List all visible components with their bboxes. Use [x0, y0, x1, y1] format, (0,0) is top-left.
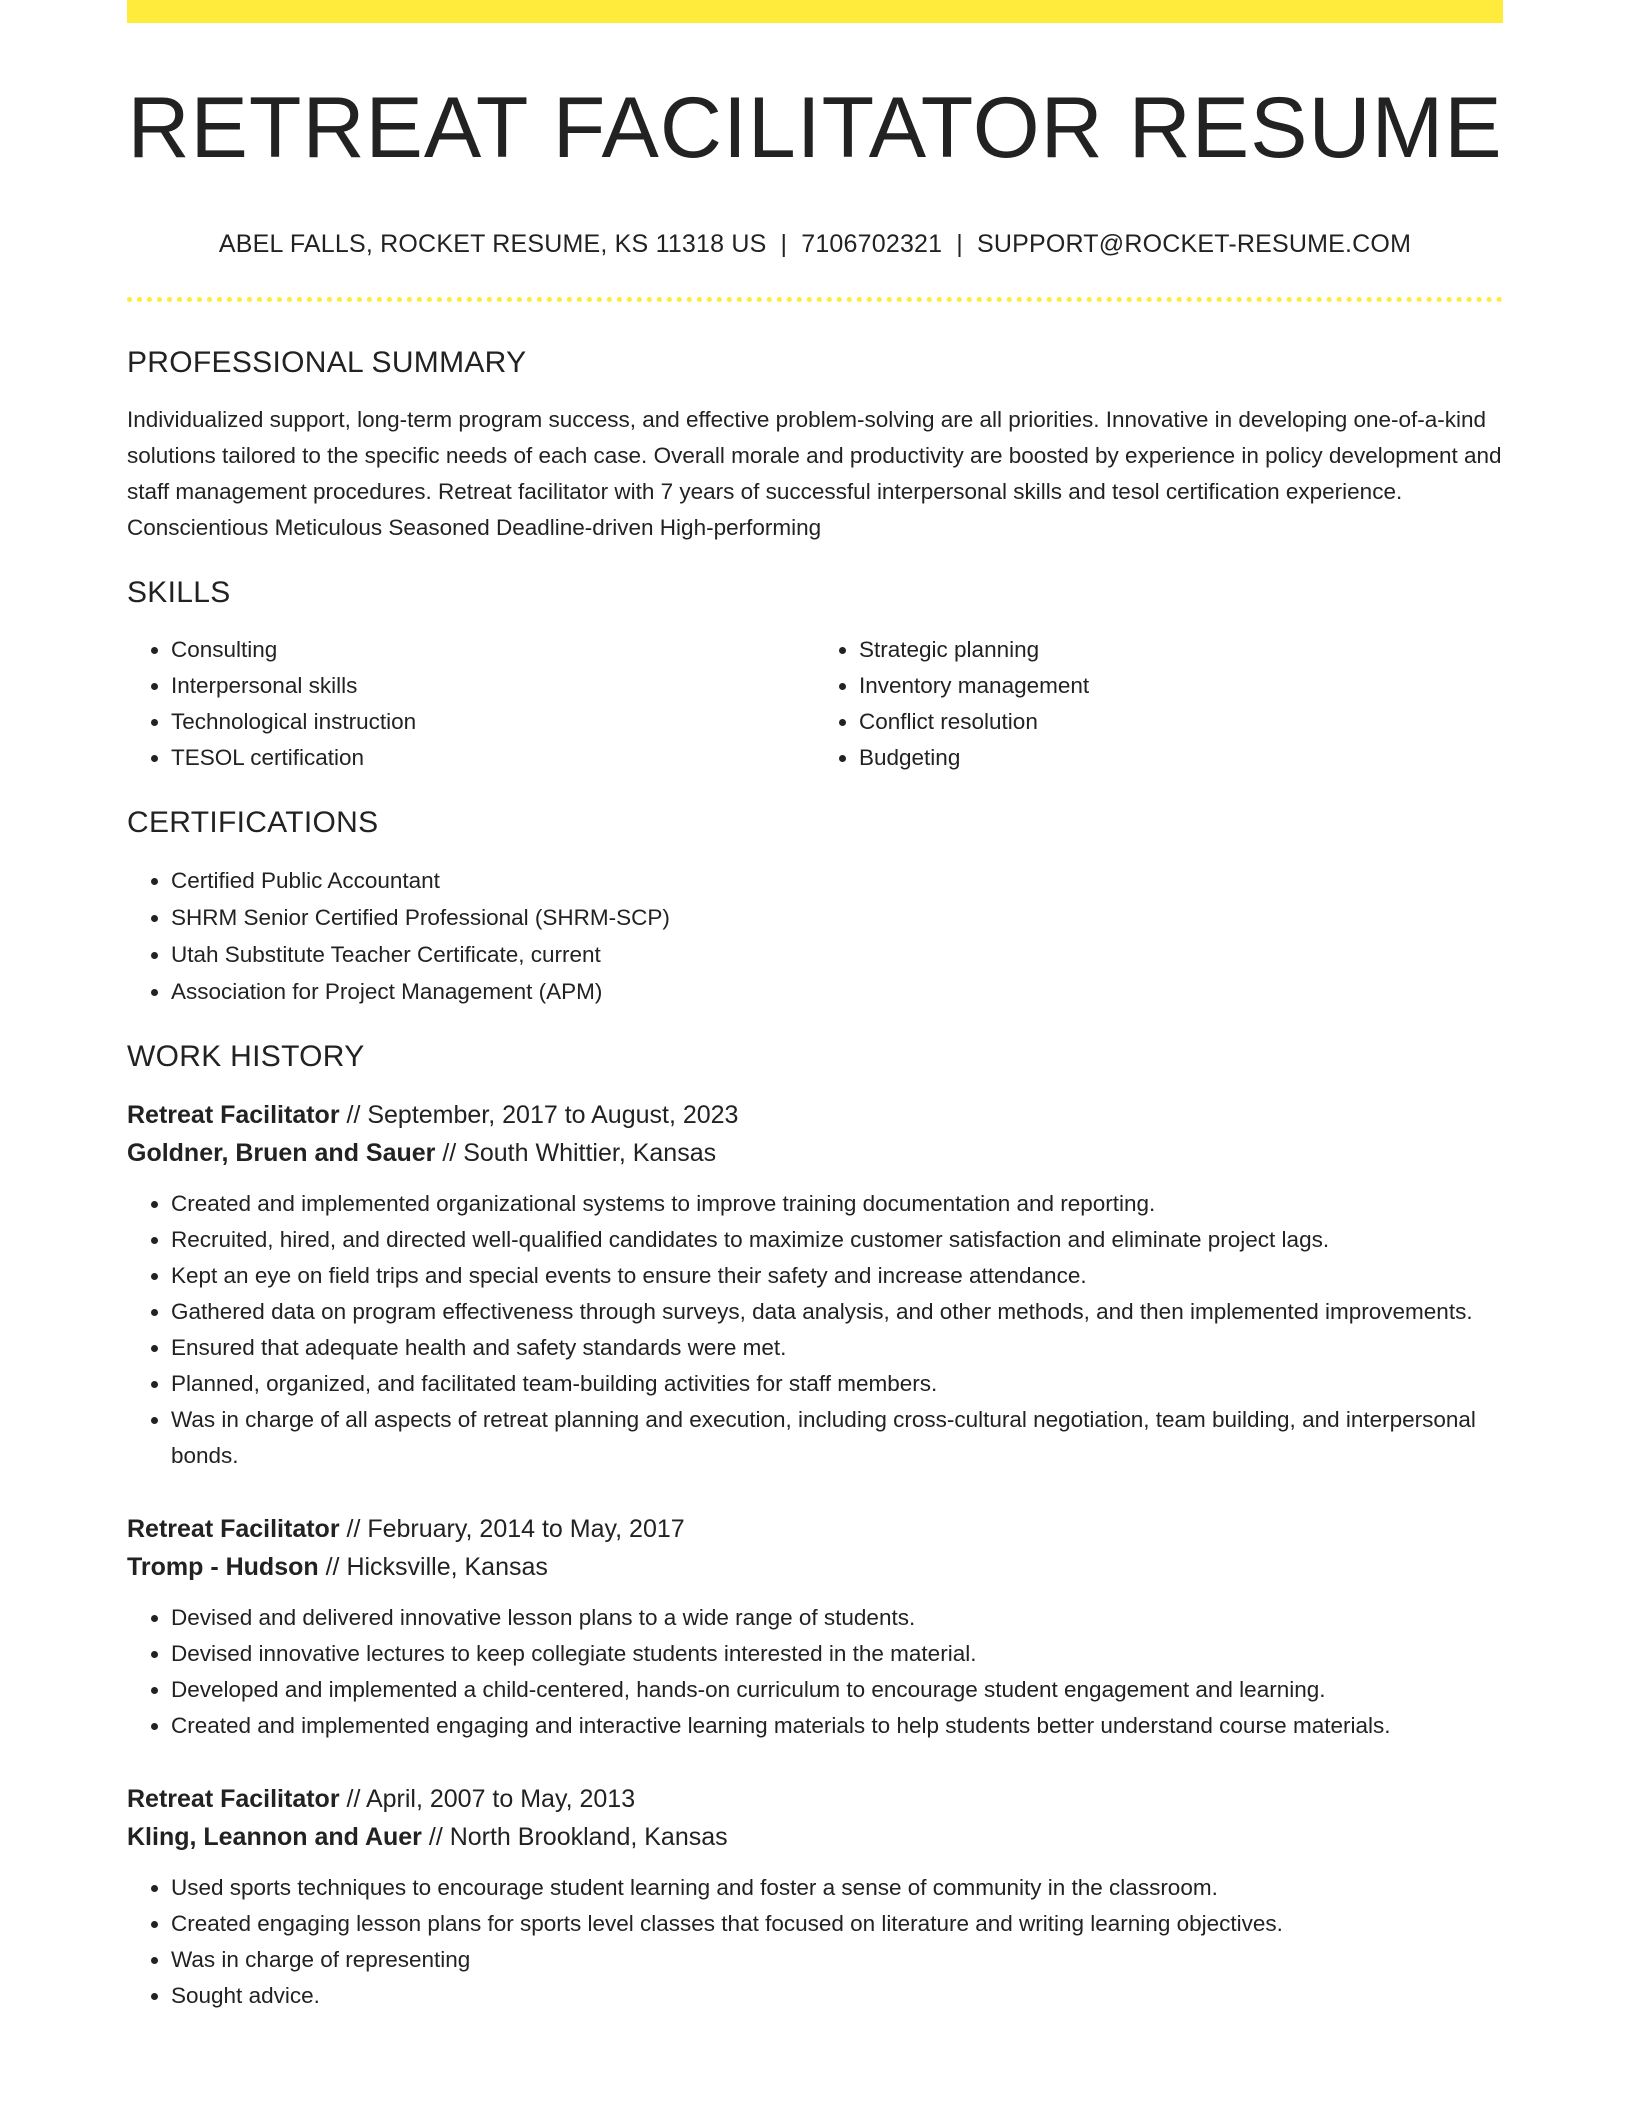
certification-item: • SHRM Senior Certified Professional (SHRM-SCP): [171, 899, 1503, 936]
contact-line: [127, 230, 1503, 259]
job-bullet: • Gathered data on program effectiveness through surveys, data analysis, and other methods, and then implemented improvements.: [171, 1294, 1503, 1330]
job-title: Retreat Facilitator: [127, 1784, 340, 1813]
job-dates: // April, 2007 to May, 2013: [339, 1784, 636, 1813]
job-company-line: [127, 1134, 1503, 1172]
job-company: Tromp - Hudson: [127, 1552, 319, 1581]
skill-item: • Conflict resolution: [859, 704, 1503, 740]
job-bullet: • Devised and delivered innovative lesson plans to a wide range of students.: [171, 1600, 1503, 1636]
job-bullet: • Created engaging lesson plans for sports level classes that focused on literature and writing learning objectives.: [171, 1906, 1503, 1942]
work-history-heading: WORK HISTORY: [127, 1039, 365, 1073]
job-location: // Hicksville, Kansas: [318, 1552, 548, 1581]
certification-item: • Association for Project Management (APM): [171, 973, 1503, 1010]
job-bullet: • Kept an eye on field trips and special events to ensure their safety and increase attendance.: [171, 1258, 1503, 1294]
contact-email: SUPPORT@ROCKET-RESUME.COM: [976, 229, 1412, 258]
certifications-heading: CERTIFICATIONS: [127, 805, 379, 839]
skill-item: • Consulting: [171, 632, 815, 668]
job-title: Retreat Facilitator: [127, 1100, 340, 1129]
job-bullet: • Created and implemented organizational systems to improve training documentation and reporting.: [171, 1186, 1503, 1222]
job-entry: [127, 1780, 1503, 2014]
job-title: Retreat Facilitator: [127, 1514, 340, 1543]
skills-heading: SKILLS: [127, 575, 231, 609]
contact-phone: 7106702321: [801, 229, 943, 258]
certifications-list: [127, 862, 1503, 1010]
job-bullet: • Sought advice.: [171, 1978, 1503, 2014]
contact-separator: |: [956, 229, 963, 258]
job-bullets: [127, 1186, 1503, 1474]
job-location: // North Brookland, Kansas: [421, 1822, 728, 1851]
job-bullet: • Ensured that adequate health and safety standards were met.: [171, 1330, 1503, 1366]
certification-item: • Certified Public Accountant: [171, 862, 1503, 899]
skill-item: • Interpersonal skills: [171, 668, 815, 704]
job-bullet: • Created and implemented engaging and interactive learning materials to help students better understand course materials.: [171, 1708, 1503, 1744]
job-entry: [127, 1096, 1503, 1474]
job-dates: // February, 2014 to May, 2017: [339, 1514, 685, 1543]
skill-item: • Technological instruction: [171, 704, 815, 740]
job-bullet: • Devised innovative lectures to keep collegiate students interested in the material.: [171, 1636, 1503, 1672]
job-dates: // September, 2017 to August, 2023: [339, 1100, 739, 1129]
job-title-line: [127, 1510, 1503, 1548]
job-bullet: • Was in charge of representing: [171, 1942, 1503, 1978]
accent-bar: [127, 0, 1503, 23]
summary-heading: PROFESSIONAL SUMMARY: [127, 345, 527, 379]
job-bullet: • Used sports techniques to encourage student learning and foster a sense of community in the classroom.: [171, 1870, 1503, 1906]
job-bullet: • Recruited, hired, and directed well-qualified candidates to maximize customer satisfaction and eliminate project lags.: [171, 1222, 1503, 1258]
skill-item: • Inventory management: [859, 668, 1503, 704]
certification-item: • Utah Substitute Teacher Certificate, current: [171, 936, 1503, 973]
summary-text: Individualized support, long-term program success, and effective problem-solving are all priorities. Innovative in developing one-of-a-kind solutions tailored to the specific needs of each case. Overall morale and productivity are boosted by experience in policy development and staff management procedures. Retreat facilitator with 7 years of successful interpersonal skills and tesol certification experience. Conscientious Meticulous Seasoned Deadline-driven High-performing: [127, 406, 1502, 540]
job-bullet: • Was in charge of all aspects of retreat planning and execution, including cross-cultural negotiation, team building, and interpersonal bonds.: [171, 1402, 1503, 1474]
job-bullets: [127, 1870, 1503, 2014]
skill-item: • Strategic planning: [859, 632, 1503, 668]
page-title: RETREAT FACILITATOR RESUME: [127, 80, 1503, 176]
job-title-line: [127, 1780, 1503, 1818]
job-bullets: [127, 1600, 1503, 1744]
resume-page: [127, 0, 1503, 2014]
job-company: Goldner, Bruen and Sauer: [127, 1138, 436, 1167]
job-title-line: [127, 1096, 1503, 1134]
skills-list-right: [815, 632, 1503, 776]
job-company-line: [127, 1548, 1503, 1586]
contact-separator: |: [780, 229, 788, 258]
skill-item: • TESOL certification: [171, 740, 815, 776]
dotted-divider: [127, 297, 1503, 302]
job-company-line: [127, 1818, 1503, 1856]
job-company: Kling, Leannon and Auer: [127, 1822, 422, 1851]
contact-address: ABEL FALLS, ROCKET RESUME, KS 11318 US: [218, 229, 767, 258]
job-entry: [127, 1510, 1503, 1744]
job-location: // South Whittier, Kansas: [435, 1138, 717, 1167]
job-bullet: • Planned, organized, and facilitated team-building activities for staff members.: [171, 1366, 1503, 1402]
skills-grid: [127, 632, 1503, 776]
skills-list-left: [127, 632, 815, 776]
job-bullet: • Developed and implemented a child-centered, hands-on curriculum to encourage student engagement and learning.: [171, 1672, 1503, 1708]
skill-item: • Budgeting: [859, 740, 1503, 776]
